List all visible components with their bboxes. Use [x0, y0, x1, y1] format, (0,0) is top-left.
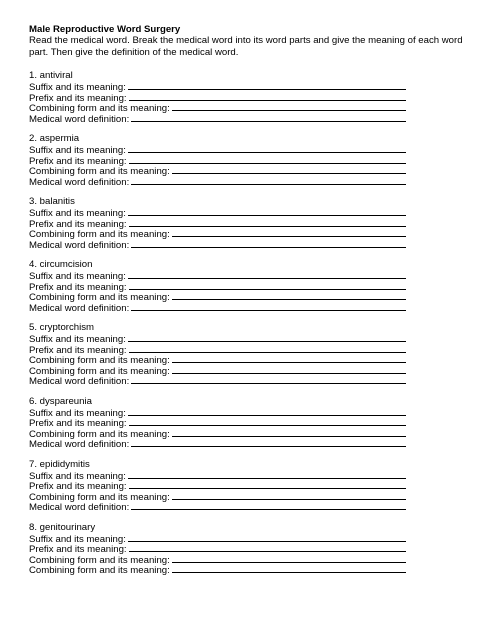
answer-label: Suffix and its meaning:: [29, 470, 126, 482]
answer-label: Prefix and its meaning:: [29, 544, 127, 555]
answer-row: [29, 218, 495, 229]
answer-row: [29, 354, 495, 365]
answer-blank[interactable]: [172, 428, 406, 437]
answer-blank[interactable]: [172, 165, 406, 174]
answer-blank[interactable]: [131, 375, 406, 384]
question-item: [29, 322, 495, 386]
answer-row: [29, 165, 495, 176]
question-item: [29, 133, 495, 186]
worksheet-title: Male Reproductive Word Surgery: [29, 24, 181, 35]
answer-row: [29, 480, 495, 491]
answer-blank[interactable]: [128, 407, 406, 416]
answer-blank[interactable]: [128, 81, 406, 90]
answer-blank[interactable]: [172, 102, 406, 111]
answer-blank[interactable]: [129, 417, 406, 426]
answer-label: Combining form and its meaning:: [29, 229, 170, 240]
answer-label: Medical word definition:: [29, 239, 130, 251]
answer-row: [29, 543, 495, 554]
question-item: [29, 396, 495, 449]
answer-row: [29, 333, 495, 344]
answer-blank[interactable]: [172, 365, 406, 374]
answer-row: [29, 281, 495, 292]
answer-label: Prefix and its meaning:: [29, 92, 127, 104]
answer-row: [29, 228, 495, 239]
answer-label: Suffix and its meaning:: [29, 533, 126, 545]
answer-row: [29, 291, 495, 302]
answer-label: Suffix and its meaning:: [29, 334, 126, 345]
question-list: [29, 70, 495, 575]
answer-row: [29, 501, 495, 512]
answer-label: Suffix and its meaning:: [29, 145, 126, 156]
answer-row: [29, 176, 495, 187]
answer-row: [29, 428, 495, 439]
answer-blank[interactable]: [129, 480, 406, 489]
answer-blank[interactable]: [129, 281, 406, 290]
answer-blank[interactable]: [128, 207, 406, 216]
answer-blank[interactable]: [128, 470, 406, 479]
answer-row: [29, 554, 495, 565]
answer-row: [29, 533, 495, 544]
answer-row: [29, 375, 495, 386]
answer-row: [29, 470, 495, 481]
answer-row: [29, 102, 495, 113]
answer-row: [29, 302, 495, 313]
answer-blank[interactable]: [172, 354, 406, 363]
answer-label: Combining form and its meaning:: [29, 491, 170, 503]
answer-blank[interactable]: [129, 92, 406, 101]
answer-blank[interactable]: [128, 333, 406, 342]
question-heading: 3. balanitis: [29, 196, 75, 207]
answer-row: [29, 344, 495, 355]
answer-blank[interactable]: [172, 491, 406, 500]
answer-row: [29, 491, 495, 502]
answer-blank[interactable]: [131, 438, 406, 447]
answer-row: [29, 239, 495, 250]
answer-label: Prefix and its meaning:: [29, 481, 127, 492]
question-item: [29, 259, 495, 312]
answer-row: [29, 564, 495, 575]
answer-label: Medical word definition:: [29, 113, 130, 125]
question-heading: 8. genitourinary: [29, 521, 96, 533]
answer-label: Prefix and its meaning:: [29, 344, 127, 356]
question-item: [29, 70, 495, 123]
answer-blank[interactable]: [128, 270, 406, 279]
answer-blank[interactable]: [172, 564, 406, 573]
answer-blank[interactable]: [172, 291, 406, 300]
answer-label: Prefix and its meaning:: [29, 418, 127, 429]
answer-label: Combining form and its meaning:: [29, 554, 170, 566]
answer-row: [29, 113, 495, 124]
question-heading: 4. circumcision: [29, 259, 93, 270]
answer-blank[interactable]: [131, 302, 406, 311]
answer-row: [29, 92, 495, 103]
answer-blank[interactable]: [129, 155, 406, 164]
answer-row: [29, 81, 495, 92]
answer-row: [29, 144, 495, 155]
answer-row: [29, 155, 495, 166]
question-heading: 1. antiviral: [29, 70, 73, 81]
question-item: [29, 196, 495, 249]
answer-blank[interactable]: [172, 228, 406, 237]
question-item: [29, 459, 495, 512]
answer-blank[interactable]: [129, 543, 406, 552]
answer-label: Medical word definition:: [29, 176, 130, 188]
question-heading: 7. epididymitis: [29, 458, 90, 470]
answer-label: Combining form and its meaning:: [29, 292, 170, 303]
answer-blank[interactable]: [172, 554, 406, 563]
answer-row: [29, 207, 495, 218]
answer-blank[interactable]: [129, 344, 406, 353]
answer-blank[interactable]: [131, 113, 406, 122]
answer-row: [29, 270, 495, 281]
answer-label: Combining form and its meaning:: [29, 365, 170, 377]
question-heading: 6. dyspareunia: [29, 395, 92, 407]
question-item: [29, 522, 495, 575]
answer-blank[interactable]: [128, 533, 406, 542]
answer-label: Combining form and its meaning:: [29, 428, 170, 440]
answer-blank[interactable]: [131, 176, 406, 185]
answer-label: Medical word definition:: [29, 376, 130, 387]
answer-label: Combining form and its meaning:: [29, 103, 170, 114]
answer-label: Medical word definition:: [29, 439, 130, 450]
answer-blank[interactable]: [131, 501, 406, 510]
answer-label: Suffix and its meaning:: [29, 208, 126, 219]
answer-label: Combining form and its meaning:: [29, 355, 170, 366]
answer-label: Medical word definition:: [29, 302, 130, 314]
answer-row: [29, 438, 495, 449]
answer-label: Suffix and its meaning:: [29, 82, 126, 93]
answer-blank[interactable]: [129, 218, 406, 227]
answer-label: Prefix and its meaning:: [29, 218, 127, 230]
answer-row: [29, 365, 495, 376]
answer-row: [29, 407, 495, 418]
answer-blank[interactable]: [128, 144, 406, 153]
answer-row: [29, 417, 495, 428]
answer-label: Suffix and its meaning:: [29, 271, 126, 282]
answer-label: Medical word definition:: [29, 502, 130, 513]
answer-label: Combining form and its meaning:: [29, 565, 170, 576]
instructions: Read the medical word. Break the medical word into its word parts and give the meaning of each word part. Then give the definition of the medical word.: [29, 35, 463, 58]
answer-label: Prefix and its meaning:: [29, 281, 127, 293]
answer-label: Suffix and its meaning:: [29, 407, 126, 419]
answer-label: Prefix and its meaning:: [29, 155, 127, 167]
answer-blank[interactable]: [131, 239, 406, 248]
answer-label: Combining form and its meaning:: [29, 166, 170, 177]
question-heading: 2. aspermia: [29, 133, 80, 144]
question-heading: 5. cryptorchism: [29, 322, 95, 333]
